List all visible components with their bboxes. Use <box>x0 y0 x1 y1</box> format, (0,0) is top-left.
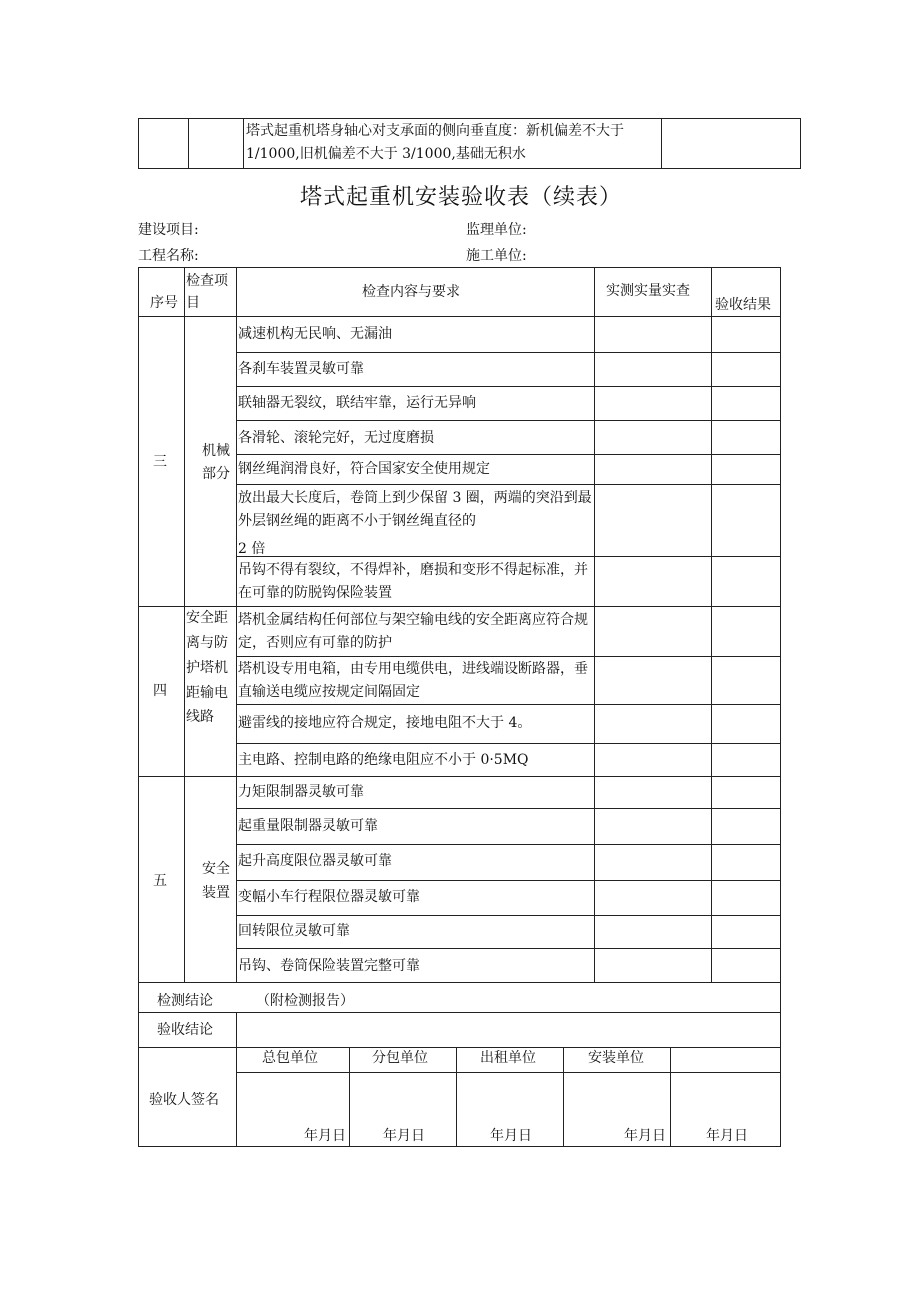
date-field: 年月日 <box>706 1128 748 1144</box>
group-item-label: 装置 <box>202 885 230 901</box>
date-field: 年月日 <box>490 1128 532 1144</box>
group-seq: 五 <box>153 873 167 889</box>
check-item: 塔机金属结构任何部位与架空输电线的安全距离应符合规定，否则应有可靠的防护 <box>238 612 588 651</box>
group-item-label: 部分 <box>202 466 230 482</box>
test-conclusion-value: （附检测报告） <box>256 993 354 1009</box>
group-item-label: 距输电 <box>186 685 228 701</box>
check-item: 吊钩、卷筒保险装置完整可靠 <box>238 958 420 974</box>
page-title: 塔式起重机安装验收表（续表） <box>300 185 623 210</box>
check-item: 2 倍 <box>238 541 266 557</box>
check-item: 钢丝绳润滑良好，符合国家安全使用规定 <box>238 461 490 477</box>
date-field: 年月日 <box>624 1128 666 1144</box>
name-label: 工程名称: <box>138 248 199 264</box>
header-item-line1: 检查项 <box>186 273 228 289</box>
check-item: 力矩限制器灵敏可靠 <box>238 784 364 800</box>
unit-label: 出租单位 <box>480 1050 536 1066</box>
header-result: 验收结果 <box>715 297 771 313</box>
check-item: 避雷线的接地应符合规定，接地电阻不大于 4。 <box>238 715 532 731</box>
group-item-label: 安全距 <box>186 610 228 626</box>
group-item-label: 安全 <box>202 861 230 877</box>
group-item-label: 离与防 <box>186 635 228 651</box>
signers-label: 验收人签名 <box>149 1092 219 1108</box>
unit-label: 安装单位 <box>588 1050 644 1066</box>
check-item: 各刹车装置灵敏可靠 <box>238 361 364 377</box>
accept-conclusion-label: 验收结论 <box>157 1022 213 1038</box>
check-item: 起升高度限位器灵敏可靠 <box>238 853 392 869</box>
builder-label: 施工单位: <box>466 248 527 264</box>
group-seq: 四 <box>153 683 167 699</box>
top-fragment-text: 塔式起重机塔身轴心对支承面的侧向垂直度：新机偏差不大于 1/1000,旧机偏差不大于 3/1000,基础无积水 <box>246 123 624 162</box>
supervisor-label: 监理单位: <box>466 222 527 238</box>
group-item-label: 线路 <box>186 709 214 725</box>
check-item: 回转限位灵敏可靠 <box>238 923 350 939</box>
date-field: 年月日 <box>383 1128 425 1144</box>
check-item: 各滑轮、滚轮完好，无过度磨损 <box>238 430 434 446</box>
check-item: 变幅小车行程限位器灵敏可靠 <box>238 889 420 905</box>
date-field: 年月日 <box>304 1128 346 1144</box>
group-seq: 三 <box>153 454 167 470</box>
group-item-label: 机械 <box>202 443 230 459</box>
test-conclusion-label: 检测结论 <box>157 993 213 1009</box>
check-item: 放出最大长度后，卷筒上到少保留 3 圈，两端的突沿到最外层钢丝绳的距离不小于钢丝绳直径的 <box>238 490 592 529</box>
header-seq: 序号 <box>150 295 178 311</box>
header-measured: 实测实量实查 <box>606 283 690 299</box>
check-item: 减速机构无民响、无漏油 <box>238 326 392 342</box>
unit-label: 总包单位 <box>262 1050 318 1066</box>
check-item: 联轴器无裂纹，联结牢靠，运行无异响 <box>238 395 476 411</box>
unit-label: 分包单位 <box>372 1050 428 1066</box>
header-content: 检查内容与要求 <box>362 284 460 300</box>
check-item: 塔机设专用电箱，由专用电缆供电，进线端设断路器，垂直输送电缆应按规定间隔固定 <box>238 661 588 700</box>
check-item: 起重量限制器灵敏可靠 <box>238 818 378 834</box>
header-item-line2: 目 <box>186 295 200 311</box>
check-item: 吊钩不得有裂纹，不得焊补，磨损和变形不得起标准，并在可靠的防脱钩保险装置 <box>238 562 588 601</box>
project-label: 建设项目: <box>138 222 199 238</box>
group-item-label: 护塔机 <box>186 660 228 676</box>
check-item: 主电路、控制电路的绝缘电阻应不小于 0·5MQ <box>238 752 529 768</box>
